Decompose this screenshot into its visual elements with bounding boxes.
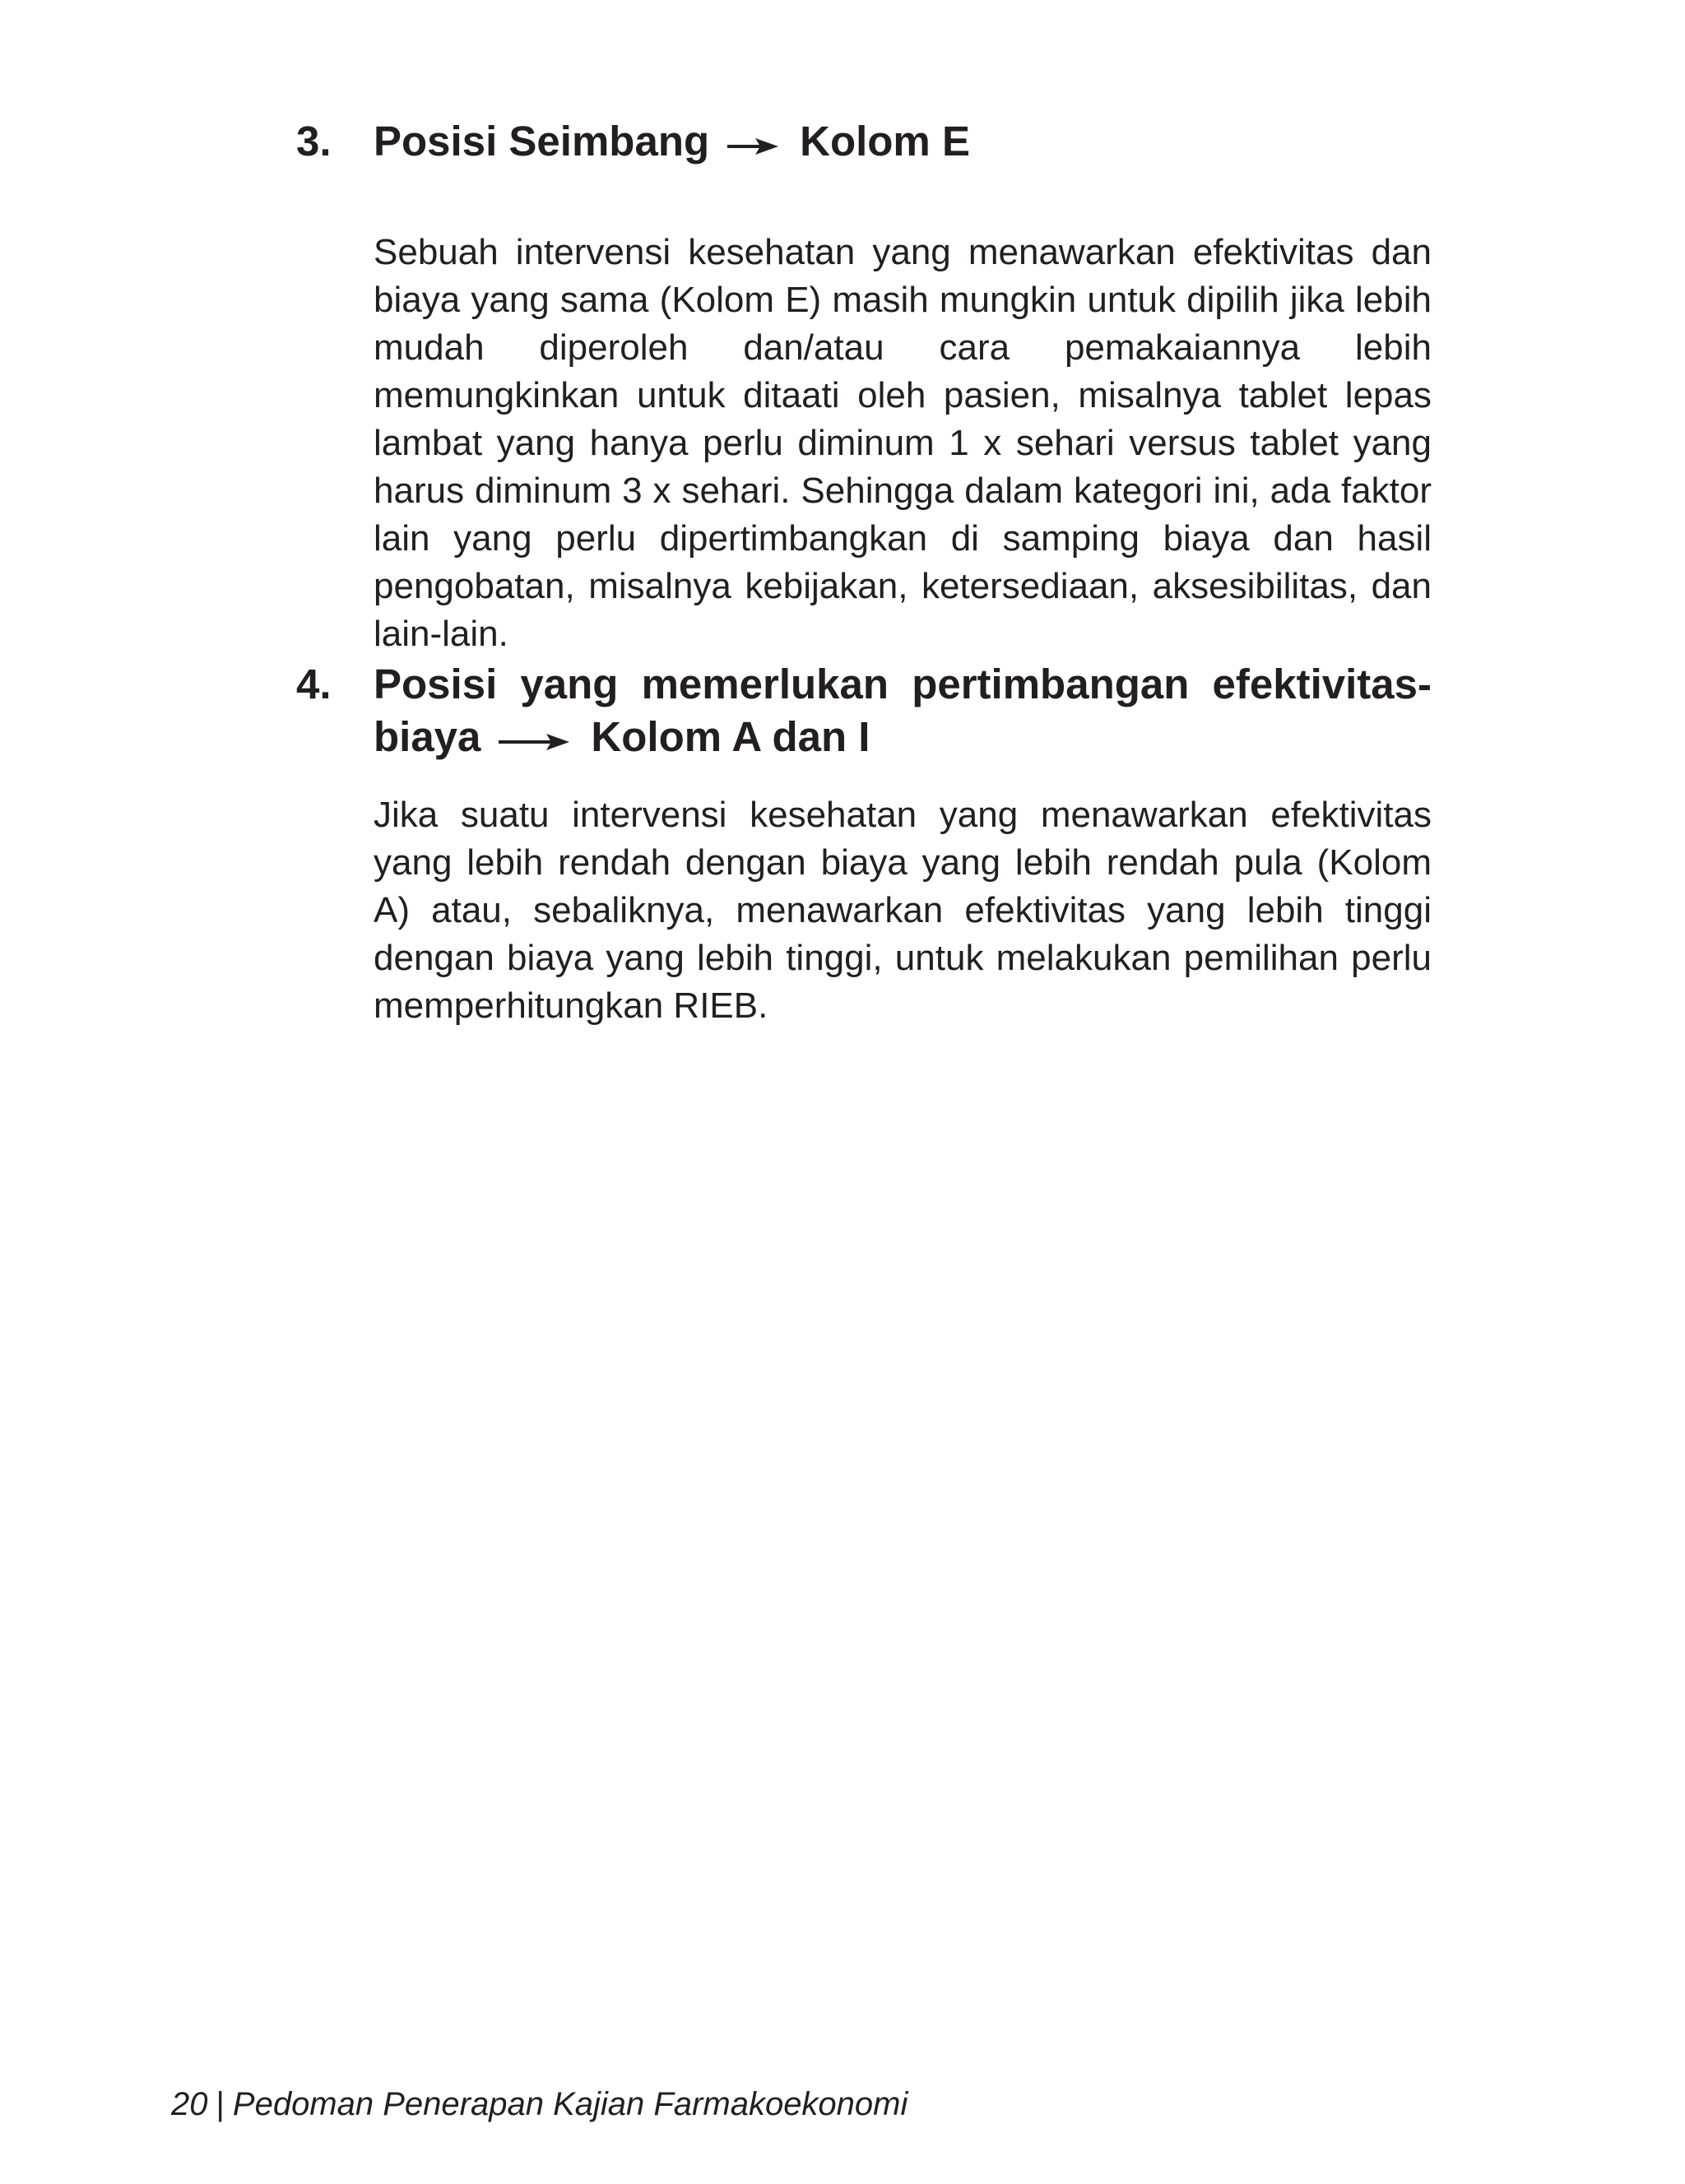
section-title-left: Posisi yang memerlukan pertimbangan efektivitas-biaya	[374, 661, 1432, 760]
footer-separator: |	[216, 2086, 225, 2122]
section-title	[374, 658, 1432, 767]
page-footer	[171, 2083, 907, 2126]
section-number: 4.	[296, 661, 332, 707]
page-number: 20	[171, 2086, 208, 2122]
section-4	[296, 658, 1432, 1030]
section-heading	[296, 658, 1432, 767]
section-title	[374, 115, 1432, 171]
section-body: Sebuah intervensi kesehatan yang menawarkan efektivitas dan biaya yang sama (Kolom E) masih mungkin untuk dipilih jika lebih mudah diperoleh dan/atau cara pemakaiannya lebih memungkinkan untuk ditaati oleh pasien, misalnya tablet lepas lambat yang hanya perlu diminum 1 x sehari versus tablet yang harus diminum 3 x sehari. Sehingga dalam kategori ini, ada faktor lain yang perlu dipertimbangkan di samping biaya dan hasil pengobatan, misalnya kebijakan, ketersediaan, aksesibilitas, dan lain-lain.	[374, 231, 1432, 654]
book-title: Pedoman Penerapan Kajian Farmakoekonomi	[232, 2086, 908, 2122]
section-body: Jika suatu intervensi kesehatan yang menawarkan efektivitas yang lebih rendah dengan biaya yang lebih rendah pula (Kolom A) atau, sebaliknya, menawarkan efektivitas yang lebih tinggi dengan biaya yang lebih tinggi, untuk melakukan pemilihan perlu memperhitungkan RIEB.	[374, 794, 1432, 1026]
section-title-right: Kolom A dan I	[591, 713, 870, 760]
section-title-right: Kolom E	[800, 118, 970, 165]
section-number: 3.	[296, 118, 332, 165]
section-title-left: Posisi Seimbang	[374, 118, 710, 165]
section-heading	[296, 115, 1432, 171]
right-arrow-icon	[727, 115, 778, 168]
section-3	[296, 115, 1432, 658]
right-arrow-icon	[499, 711, 569, 763]
